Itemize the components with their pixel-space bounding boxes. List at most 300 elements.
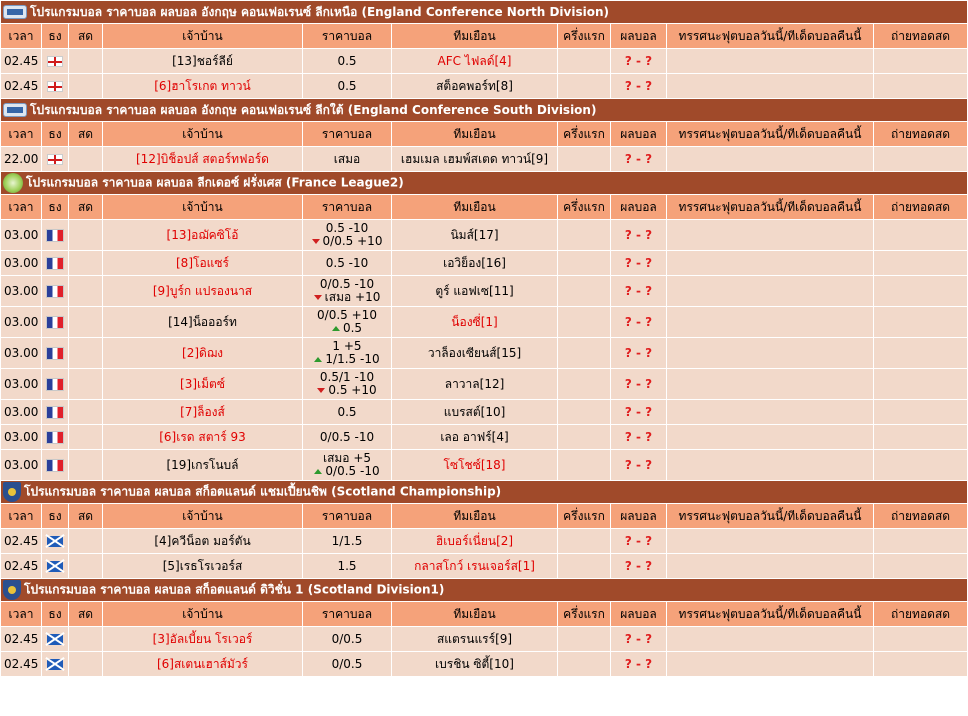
france-flag-icon — [46, 257, 64, 270]
half-time-cell — [558, 251, 610, 275]
header-flag: ธง — [42, 122, 68, 146]
broadcast-cell — [874, 74, 967, 98]
header-home: เจ้าบ้าน — [103, 24, 302, 48]
match-time: 03.00 — [1, 400, 41, 424]
header-odds: ราคาบอล — [303, 195, 391, 219]
odds-value: 1/1.5 -10 — [325, 352, 380, 366]
half-time-cell — [558, 74, 610, 98]
analysis-cell — [667, 251, 873, 275]
odds-line-secondary — [303, 322, 391, 335]
league-title[interactable]: โปรแกรมบอล ราคาบอล ผลบอล อังกฤษ คอนเฟอเรนซ์ ลีกเหนือ (England Conference North Division) — [30, 4, 609, 19]
scotland-flag-icon — [47, 536, 63, 547]
header-flag: ธง — [42, 504, 68, 528]
broadcast-cell — [874, 400, 967, 424]
broadcast-cell — [874, 652, 967, 676]
header-home: เจ้าบ้าน — [103, 504, 302, 528]
broadcast-cell — [874, 220, 967, 250]
header-result: ผลบอล — [611, 122, 666, 146]
half-time-cell — [558, 147, 610, 171]
league-title[interactable]: โปรแกรมบอล ราคาบอล ผลบอล อังกฤษ คอนเฟอเรนซ์ ลีกใต้ (England Conference South Division) — [30, 102, 597, 117]
flag-cell — [42, 49, 68, 73]
league-title-cell — [1, 579, 967, 601]
fixtures-body — [1, 1, 967, 676]
live-cell — [69, 220, 102, 250]
header-live: สด — [69, 122, 102, 146]
match-time: 03.00 — [1, 307, 41, 337]
match-row — [1, 307, 967, 337]
home-team: [2]ดิฌง — [103, 338, 302, 368]
scotland-flag-icon — [47, 659, 63, 670]
header-half: ครึ่งแรก — [558, 122, 610, 146]
odds-line: 0/0.5 — [331, 656, 363, 671]
odds-line: เสมอ +5 — [322, 451, 372, 465]
header-result: ผลบอล — [611, 24, 666, 48]
match-result: ? - ? — [611, 74, 666, 98]
header-live: สด — [69, 24, 102, 48]
match-row — [1, 529, 967, 553]
odds-value: 0/0.5 -10 — [325, 464, 380, 478]
analysis-cell — [667, 338, 873, 368]
england-flag-icon — [47, 81, 63, 92]
live-cell — [69, 49, 102, 73]
header-broadcast: ถ่ายทอดสด — [874, 504, 967, 528]
broadcast-cell — [874, 627, 967, 651]
broadcast-cell — [874, 450, 967, 480]
header-time: เวลา — [1, 122, 41, 146]
odds-line: 0.5 — [337, 78, 357, 93]
odds-line: 0.5 -10 — [325, 221, 369, 235]
header-odds: ราคาบอล — [303, 504, 391, 528]
match-time: 02.45 — [1, 529, 41, 553]
match-result: ? - ? — [611, 220, 666, 250]
match-time: 02.45 — [1, 74, 41, 98]
live-cell — [69, 400, 102, 424]
flag-cell — [42, 450, 68, 480]
half-time-cell — [558, 307, 610, 337]
live-cell — [69, 338, 102, 368]
match-time: 02.45 — [1, 49, 41, 73]
header-flag: ธง — [42, 602, 68, 626]
odds-line: 0/0.5 -10 — [319, 429, 375, 444]
match-time: 03.00 — [1, 450, 41, 480]
match-row — [1, 450, 967, 480]
broadcast-cell — [874, 307, 967, 337]
header-time: เวลา — [1, 504, 41, 528]
odds-cell — [303, 74, 391, 98]
home-team: [4]ควีน็อต มอร์ตัน — [103, 529, 302, 553]
home-team: [13]ชอร์ลีย์ — [103, 49, 302, 73]
match-time: 02.45 — [1, 554, 41, 578]
arrow-up-icon — [332, 326, 340, 331]
odds-value: 0.5 — [342, 321, 363, 335]
odds-value: เสมอ +10 — [324, 290, 381, 304]
odds-cell — [303, 49, 391, 73]
analysis-cell — [667, 369, 873, 399]
arrow-down-icon — [317, 388, 325, 393]
ligue2-logo-icon — [3, 173, 23, 193]
header-analysis: ทรรศนะฟุตบอลวันนี้/ทีเด็ดบอลคืนนี้ — [667, 602, 873, 626]
odds-line-secondary — [303, 465, 391, 478]
header-time: เวลา — [1, 24, 41, 48]
odds-line-secondary — [303, 235, 391, 248]
match-result: ? - ? — [611, 400, 666, 424]
broadcast-cell — [874, 425, 967, 449]
home-team: [5]เรธโรเวอร์ส — [103, 554, 302, 578]
match-row — [1, 49, 967, 73]
match-time: 03.00 — [1, 251, 41, 275]
live-cell — [69, 74, 102, 98]
flag-cell — [42, 276, 68, 306]
header-home: เจ้าบ้าน — [103, 195, 302, 219]
france-flag-icon — [46, 378, 64, 391]
analysis-cell — [667, 529, 873, 553]
live-cell — [69, 529, 102, 553]
header-broadcast: ถ่ายทอดสด — [874, 24, 967, 48]
header-odds: ราคาบอล — [303, 602, 391, 626]
header-away: ทีมเยือน — [392, 504, 557, 528]
flag-cell — [42, 554, 68, 578]
column-header-row — [1, 195, 967, 219]
away-team: เฮมเมล เฮมพ์สเตด ทาวน์[9] — [392, 147, 557, 171]
half-time-cell — [558, 276, 610, 306]
match-time: 02.45 — [1, 652, 41, 676]
home-team: [3]อัลเบี้ยน โรเวอร์ — [103, 627, 302, 651]
header-half: ครึ่งแรก — [558, 602, 610, 626]
home-team: [9]บูร์ก แปรองนาส — [103, 276, 302, 306]
league-header — [1, 1, 967, 23]
away-team: กลาสโกว์ เรนเจอร์ส[1] — [392, 554, 557, 578]
odds-cell — [303, 251, 391, 275]
odds-cell — [303, 529, 391, 553]
match-result: ? - ? — [611, 369, 666, 399]
home-team: [19]เกรโนบล์ — [103, 450, 302, 480]
analysis-cell — [667, 450, 873, 480]
odds-line: 1/1.5 — [331, 533, 363, 548]
france-flag-icon — [46, 347, 64, 360]
league-title-cell — [1, 1, 967, 23]
france-flag-icon — [46, 459, 64, 472]
broadcast-cell — [874, 49, 967, 73]
analysis-cell — [667, 425, 873, 449]
odds-cell — [303, 338, 391, 368]
column-header-row — [1, 602, 967, 626]
header-broadcast: ถ่ายทอดสด — [874, 122, 967, 146]
analysis-cell — [667, 652, 873, 676]
match-time: 22.00 — [1, 147, 41, 171]
odds-cell — [303, 652, 391, 676]
header-analysis: ทรรศนะฟุตบอลวันนี้/ทีเด็ดบอลคืนนี้ — [667, 24, 873, 48]
odds-cell — [303, 450, 391, 480]
header-analysis: ทรรศนะฟุตบอลวันนี้/ทีเด็ดบอลคืนนี้ — [667, 504, 873, 528]
away-team: เบรชิน ซิตี้[10] — [392, 652, 557, 676]
live-cell — [69, 652, 102, 676]
column-header-row — [1, 24, 967, 48]
flag-cell — [42, 307, 68, 337]
analysis-cell — [667, 74, 873, 98]
half-time-cell — [558, 627, 610, 651]
header-broadcast: ถ่ายทอดสด — [874, 195, 967, 219]
odds-line: 0/0.5 +10 — [317, 308, 377, 322]
live-cell — [69, 147, 102, 171]
flag-cell — [42, 652, 68, 676]
analysis-cell — [667, 627, 873, 651]
league-header — [1, 579, 967, 601]
header-home: เจ้าบ้าน — [103, 602, 302, 626]
england-flag-icon — [47, 56, 63, 67]
odds-cell — [303, 220, 391, 250]
odds-line: 1 +5 — [332, 339, 362, 353]
odds-value: 0/0.5 +10 — [322, 234, 383, 248]
header-live: สด — [69, 195, 102, 219]
match-row — [1, 147, 967, 171]
match-row — [1, 554, 967, 578]
home-team: [7]ล็องส์ — [103, 400, 302, 424]
france-flag-icon — [46, 285, 64, 298]
odds-cell — [303, 276, 391, 306]
odds-line: เสมอ — [333, 151, 361, 166]
broadcast-cell — [874, 147, 967, 171]
spfl-logo-icon — [3, 482, 21, 502]
live-cell — [69, 450, 102, 480]
header-analysis: ทรรศนะฟุตบอลวันนี้/ทีเด็ดบอลคืนนี้ — [667, 195, 873, 219]
conference-logo-icon — [3, 103, 27, 117]
analysis-cell — [667, 400, 873, 424]
odds-line: 0/0.5 -10 — [319, 277, 375, 291]
scotland-flag-icon — [47, 561, 63, 572]
column-header-row — [1, 504, 967, 528]
match-result: ? - ? — [611, 251, 666, 275]
odds-cell — [303, 369, 391, 399]
odds-cell — [303, 554, 391, 578]
away-team: นิมส์[17] — [392, 220, 557, 250]
header-away: ทีมเยือน — [392, 24, 557, 48]
match-row — [1, 425, 967, 449]
away-team: สต็อคพอร์ท[8] — [392, 74, 557, 98]
odds-line: 0.5 — [337, 404, 357, 419]
match-row — [1, 220, 967, 250]
broadcast-cell — [874, 529, 967, 553]
half-time-cell — [558, 652, 610, 676]
live-cell — [69, 276, 102, 306]
flag-cell — [42, 74, 68, 98]
odds-cell — [303, 425, 391, 449]
match-result: ? - ? — [611, 49, 666, 73]
match-result: ? - ? — [611, 627, 666, 651]
league-title-cell — [1, 481, 967, 503]
match-result: ? - ? — [611, 276, 666, 306]
france-flag-icon — [46, 406, 64, 419]
flag-cell — [42, 147, 68, 171]
arrow-up-icon — [314, 469, 322, 474]
home-team: [13]อฌัคซิโอ้ — [103, 220, 302, 250]
flag-cell — [42, 220, 68, 250]
spfl-logo-icon — [3, 580, 21, 600]
league-title-cell — [1, 99, 967, 121]
broadcast-cell — [874, 338, 967, 368]
home-team: [8]โอแซร์ — [103, 251, 302, 275]
flag-cell — [42, 627, 68, 651]
odds-line: 0.5/1 -10 — [319, 370, 375, 384]
half-time-cell — [558, 338, 610, 368]
match-result: ? - ? — [611, 338, 666, 368]
half-time-cell — [558, 554, 610, 578]
odds-cell — [303, 627, 391, 651]
league-header — [1, 172, 967, 194]
league-title-cell — [1, 172, 967, 194]
england-flag-icon — [47, 154, 63, 165]
header-odds: ราคาบอล — [303, 122, 391, 146]
match-row — [1, 627, 967, 651]
match-result: ? - ? — [611, 652, 666, 676]
broadcast-cell — [874, 554, 967, 578]
flag-cell — [42, 529, 68, 553]
analysis-cell — [667, 49, 873, 73]
arrow-down-icon — [314, 295, 322, 300]
scotland-flag-icon — [47, 634, 63, 645]
conference-logo-icon — [3, 5, 27, 19]
match-result: ? - ? — [611, 307, 666, 337]
column-header-row — [1, 122, 967, 146]
flag-cell — [42, 400, 68, 424]
half-time-cell — [558, 529, 610, 553]
flag-cell — [42, 425, 68, 449]
flag-cell — [42, 369, 68, 399]
header-half: ครึ่งแรก — [558, 195, 610, 219]
header-odds: ราคาบอล — [303, 24, 391, 48]
match-row — [1, 251, 967, 275]
analysis-cell — [667, 276, 873, 306]
away-team: ฮิเบอร์เนี่ยน[2] — [392, 529, 557, 553]
match-time: 02.45 — [1, 627, 41, 651]
match-time: 03.00 — [1, 338, 41, 368]
analysis-cell — [667, 220, 873, 250]
live-cell — [69, 425, 102, 449]
analysis-cell — [667, 307, 873, 337]
analysis-cell — [667, 554, 873, 578]
match-row — [1, 74, 967, 98]
league-header — [1, 481, 967, 503]
league-header — [1, 99, 967, 121]
away-team: เอวิย็อง[16] — [392, 251, 557, 275]
home-team: [14]น็อออร์ท — [103, 307, 302, 337]
home-team: [6]ฮาโรเกต ทาวน์ — [103, 74, 302, 98]
live-cell — [69, 554, 102, 578]
match-row — [1, 369, 967, 399]
live-cell — [69, 627, 102, 651]
half-time-cell — [558, 220, 610, 250]
league-title[interactable]: โปรแกรมบอล ราคาบอล ผลบอล สก็อตแลนด์ ดิวิชั่น 1 (Scotland Division1) — [24, 582, 445, 597]
odds-cell — [303, 147, 391, 171]
odds-line: 1.5 — [337, 558, 357, 573]
league-title[interactable]: โปรแกรมบอล ราคาบอล ผลบอล สก็อตแลนด์ แชมเปี้ยนชิพ (Scotland Championship) — [24, 484, 502, 499]
arrow-down-icon — [312, 239, 320, 244]
match-result: ? - ? — [611, 529, 666, 553]
header-home: เจ้าบ้าน — [103, 122, 302, 146]
header-half: ครึ่งแรก — [558, 504, 610, 528]
odds-line-secondary — [303, 353, 391, 366]
header-flag: ธง — [42, 195, 68, 219]
away-team: โซโชซ์[18] — [392, 450, 557, 480]
away-team: สแตรนแรร์[9] — [392, 627, 557, 651]
home-team: [6]สเตนเฮาส์มัวร์ — [103, 652, 302, 676]
match-result: ? - ? — [611, 554, 666, 578]
odds-line-secondary — [303, 384, 391, 397]
odds-cell — [303, 307, 391, 337]
match-row — [1, 400, 967, 424]
match-result: ? - ? — [611, 425, 666, 449]
header-broadcast: ถ่ายทอดสด — [874, 602, 967, 626]
header-analysis: ทรรศนะฟุตบอลวันนี้/ทีเด็ดบอลคืนนี้ — [667, 122, 873, 146]
header-result: ผลบอล — [611, 602, 666, 626]
match-row — [1, 338, 967, 368]
home-team: [12]บิช็อปส์ สตอร์ทฟอร์ด — [103, 147, 302, 171]
league-title[interactable]: โปรแกรมบอล ราคาบอล ผลบอล ลีกเดอซ์ ฝรั่งเศส (France League2) — [26, 175, 404, 190]
home-team: [3]เม็ตซ์ — [103, 369, 302, 399]
odds-value: 0.5 +10 — [328, 383, 377, 397]
half-time-cell — [558, 369, 610, 399]
broadcast-cell — [874, 369, 967, 399]
header-live: สด — [69, 504, 102, 528]
broadcast-cell — [874, 276, 967, 306]
odds-line: 0.5 — [337, 53, 357, 68]
half-time-cell — [558, 450, 610, 480]
header-time: เวลา — [1, 602, 41, 626]
france-flag-icon — [46, 229, 64, 242]
away-team: ตูร์ แอฟเซ[11] — [392, 276, 557, 306]
live-cell — [69, 251, 102, 275]
live-cell — [69, 307, 102, 337]
odds-line: 0/0.5 — [331, 631, 363, 646]
half-time-cell — [558, 49, 610, 73]
header-time: เวลา — [1, 195, 41, 219]
flag-cell — [42, 251, 68, 275]
match-time: 03.00 — [1, 425, 41, 449]
match-time: 03.00 — [1, 220, 41, 250]
home-team: [6]เรด สตาร์ 93 — [103, 425, 302, 449]
away-team: เลอ อาฟร์[4] — [392, 425, 557, 449]
broadcast-cell — [874, 251, 967, 275]
half-time-cell — [558, 400, 610, 424]
arrow-up-icon — [314, 357, 322, 362]
header-flag: ธง — [42, 24, 68, 48]
away-team: วาล็องเซียนส์[15] — [392, 338, 557, 368]
away-team: ลาวาล[12] — [392, 369, 557, 399]
header-away: ทีมเยือน — [392, 195, 557, 219]
away-team: AFC ไฟลด์[4] — [392, 49, 557, 73]
flag-cell — [42, 338, 68, 368]
france-flag-icon — [46, 316, 64, 329]
odds-line: 0.5 -10 — [325, 255, 369, 270]
header-result: ผลบอล — [611, 504, 666, 528]
match-result: ? - ? — [611, 450, 666, 480]
match-row — [1, 652, 967, 676]
france-flag-icon — [46, 431, 64, 444]
odds-cell — [303, 400, 391, 424]
analysis-cell — [667, 147, 873, 171]
away-team: แบรสต์[10] — [392, 400, 557, 424]
header-half: ครึ่งแรก — [558, 24, 610, 48]
match-time: 03.00 — [1, 276, 41, 306]
header-away: ทีมเยือน — [392, 122, 557, 146]
header-live: สด — [69, 602, 102, 626]
away-team: น็องซี่[1] — [392, 307, 557, 337]
header-result: ผลบอล — [611, 195, 666, 219]
match-result: ? - ? — [611, 147, 666, 171]
live-cell — [69, 369, 102, 399]
header-away: ทีมเยือน — [392, 602, 557, 626]
odds-line-secondary — [303, 291, 391, 304]
half-time-cell — [558, 425, 610, 449]
